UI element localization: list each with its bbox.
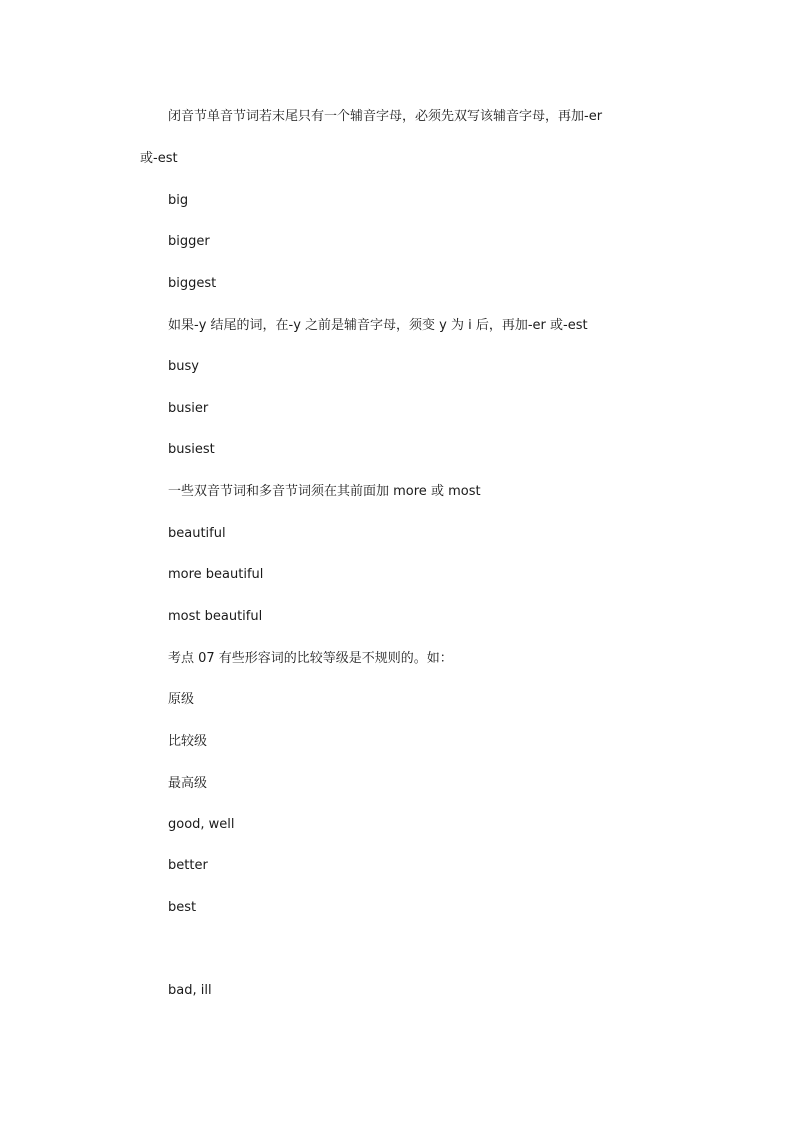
rule-double-consonant: 闭音节单音节词若末尾只有一个辅音字母，必须先双写该辅音字母，再加-er bbox=[168, 109, 603, 124]
example-word: best bbox=[168, 900, 197, 915]
column-label-comparative: 比较级 bbox=[168, 734, 208, 749]
column-label-positive: 原级 bbox=[168, 692, 195, 707]
example-word: busy bbox=[168, 359, 199, 374]
section-heading-irregular: 考点 07 有些形容词的比较等级是不规则的。如： bbox=[168, 651, 453, 666]
example-word: biggest bbox=[168, 276, 217, 291]
rule-double-consonant-continued: 或-est bbox=[140, 151, 178, 166]
example-word: more beautiful bbox=[168, 567, 264, 582]
rule-more-most: 一些双音节词和多音节词须在其前面加 more 或 most bbox=[168, 484, 481, 499]
example-word: bad, ill bbox=[168, 983, 212, 998]
example-word: busiest bbox=[168, 442, 215, 457]
example-word: big bbox=[168, 193, 189, 208]
example-word: most beautiful bbox=[168, 609, 263, 624]
column-label-superlative: 最高级 bbox=[168, 776, 208, 791]
example-word: better bbox=[168, 858, 208, 873]
example-word: good, well bbox=[168, 817, 235, 832]
example-word: busier bbox=[168, 401, 209, 416]
rule-y-ending: 如果-y 结尾的词，在-y 之前是辅音字母，须变 y 为 i 后，再加-er 或-est bbox=[168, 318, 588, 333]
example-word: beautiful bbox=[168, 526, 226, 541]
example-word: bigger bbox=[168, 234, 210, 249]
